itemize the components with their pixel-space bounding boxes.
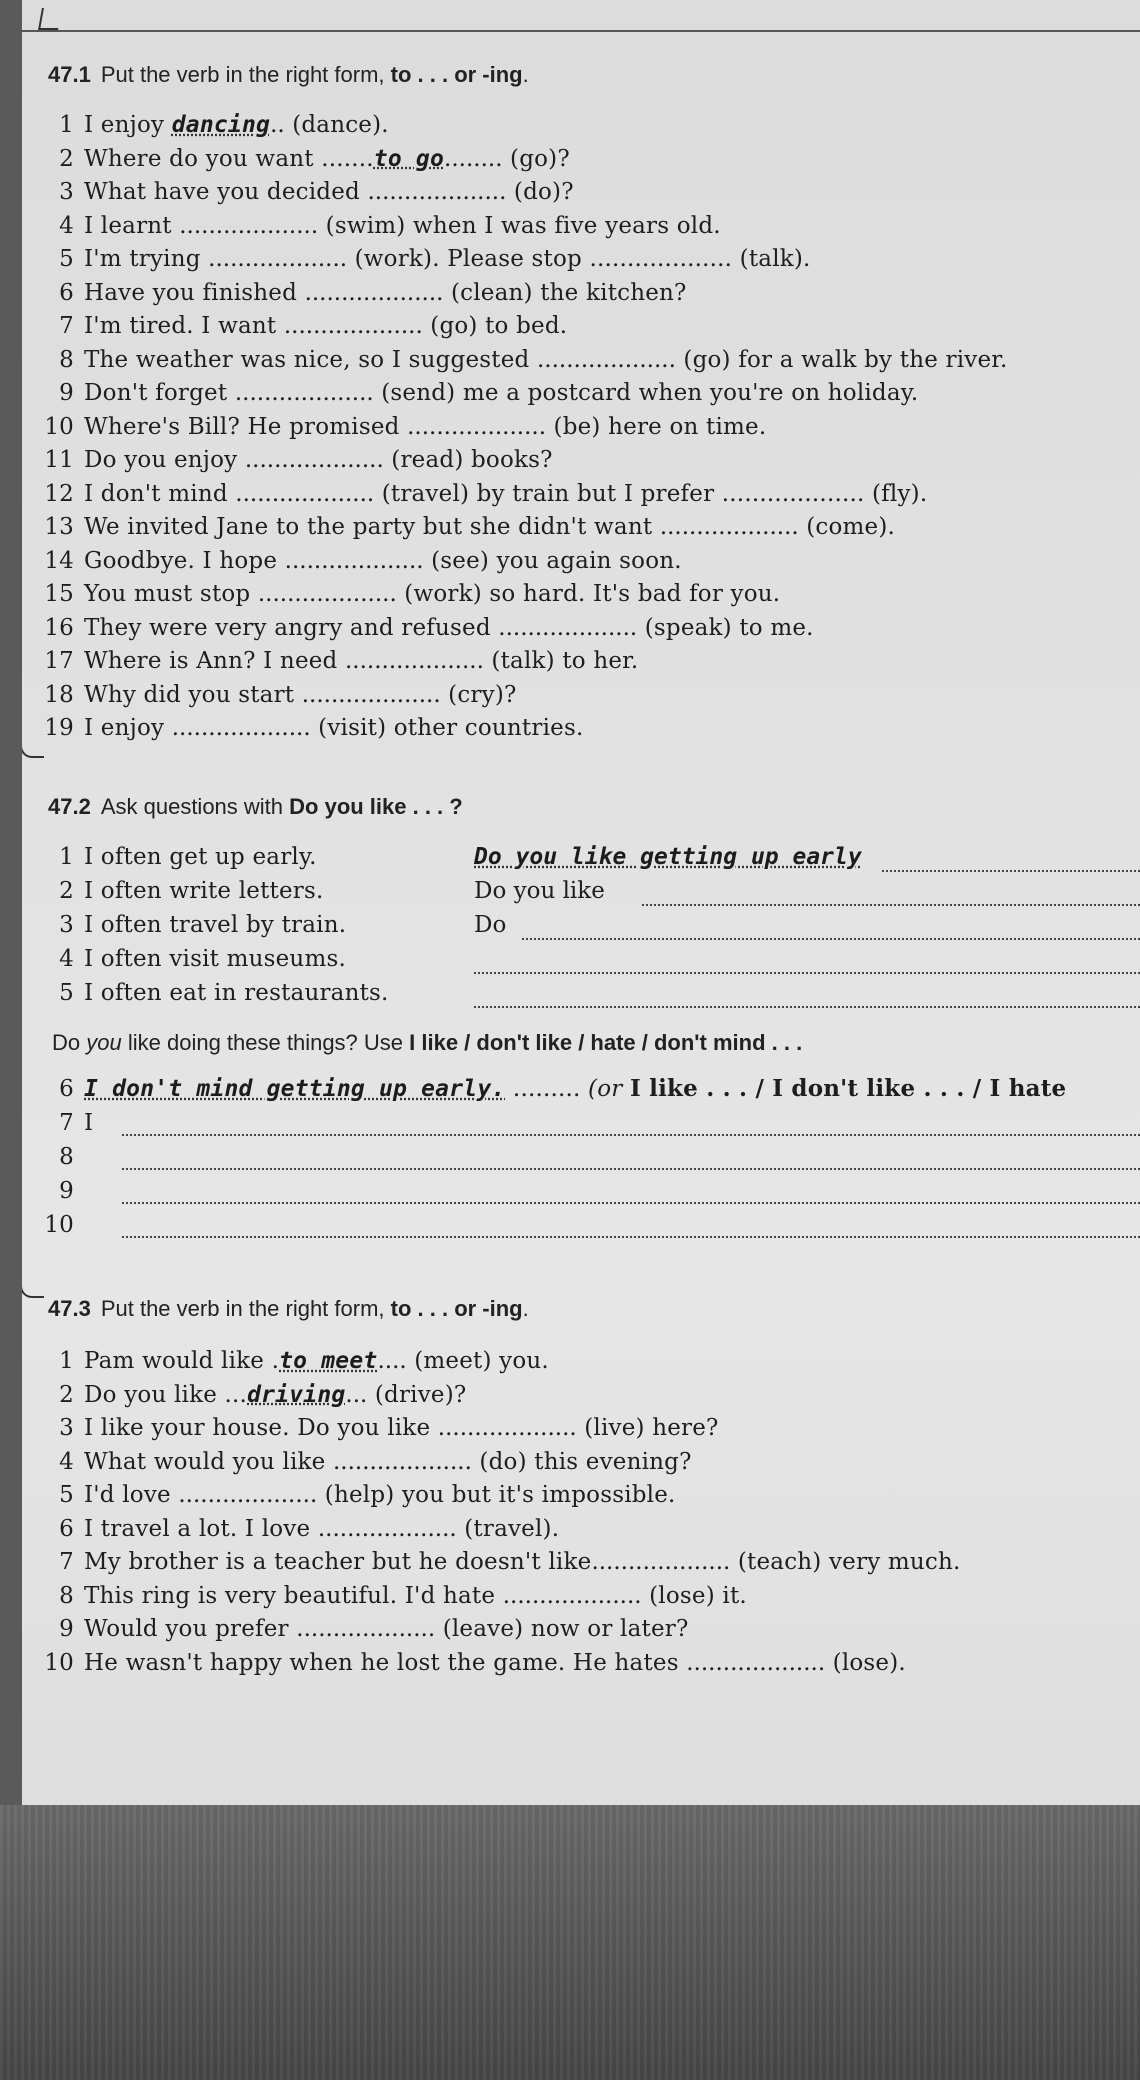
check-mark <box>22 722 44 758</box>
section-47-1-heading <box>48 62 529 88</box>
line-text: (work) so hard. It's bad for you. <box>396 581 781 607</box>
prompt-line <box>44 910 346 940</box>
line-text: I enjoy <box>84 112 172 138</box>
line-text: (travel). <box>456 1515 560 1542</box>
exercise-line <box>44 1346 549 1376</box>
exercise-line <box>44 1380 466 1410</box>
section-title-bold: to . . . or -ing <box>390 62 523 87</box>
section-number: 47.3 <box>48 1296 91 1321</box>
answer-blank: ................... <box>234 380 374 406</box>
line-text: Don't forget <box>84 380 235 406</box>
line-text: (lose). <box>825 1649 906 1676</box>
line-text: I often visit museums. <box>84 946 346 972</box>
line-number: 8 <box>59 1582 74 1609</box>
question-prefix: Do <box>474 912 507 938</box>
section-47-2-subheading <box>52 1030 802 1056</box>
answer-blank: ................... <box>171 715 311 741</box>
answer-blank: ................... <box>235 480 375 507</box>
line-number: 1 <box>59 112 74 138</box>
section-title: Ask questions with <box>100 794 290 819</box>
line-text: What would you like <box>84 1448 333 1475</box>
line-text: The weather was nice, so I suggested <box>84 346 537 373</box>
line-text: Where is Ann? I need <box>84 648 345 674</box>
page-edge <box>0 0 22 1810</box>
section-47-3-heading <box>48 1296 529 1322</box>
line-text: This ring is very beautiful. I'd hate <box>84 1582 503 1609</box>
section-title: Put the verb in the right form, <box>100 62 391 87</box>
line-text: (see) you again soon. <box>423 547 682 574</box>
line-text: (clean) the kitchen? <box>443 279 687 306</box>
exercise-line <box>44 546 682 576</box>
answer-blank: ................... <box>283 313 423 339</box>
answer-blank: ................... <box>659 514 799 540</box>
exercise-line <box>44 479 927 509</box>
line-text: I'm tired. I want <box>84 313 284 339</box>
line-number: 10 <box>44 1649 74 1676</box>
line-number: 19 <box>44 715 74 741</box>
answer-blank: ................... <box>686 1649 826 1676</box>
answer-blank: ................... <box>179 212 319 239</box>
subheading-text: like doing these things? Use <box>121 1030 410 1055</box>
answer-blank: ................... <box>301 681 441 708</box>
scan-shadow <box>0 1805 1140 2080</box>
answer-line <box>44 1176 84 1206</box>
exercise-line <box>44 680 517 710</box>
subheading-text: Do <box>52 1030 87 1055</box>
exercise-line <box>44 311 567 341</box>
exercise-line <box>44 1514 559 1544</box>
line-text: (do)? <box>506 179 574 205</box>
line-text: (live) here? <box>576 1415 719 1441</box>
answer-blank: ................... <box>284 547 424 574</box>
exercise-line <box>44 378 918 408</box>
answer-line <box>44 1142 84 1172</box>
line-text: (work). Please stop ................... (talk). <box>347 246 811 272</box>
line-number: 3 <box>59 179 74 205</box>
line-text: (teach) very much. <box>730 1549 961 1575</box>
answer-blank: ................... <box>407 413 547 440</box>
answer-blank: ................... <box>296 1616 436 1642</box>
section-title: Put the verb in the right form, <box>100 1296 391 1321</box>
line-text: What have you decided <box>84 179 368 205</box>
line-number: 7 <box>59 313 74 339</box>
answer-blank: ................... <box>437 1415 577 1441</box>
answer-line <box>44 1074 1066 1104</box>
line-number: 9 <box>59 1616 74 1642</box>
line-text: I'd love <box>84 1482 179 1508</box>
line-number: 5 <box>59 980 74 1006</box>
exercise-line <box>44 1648 906 1678</box>
line-number: 2 <box>59 145 74 172</box>
section-number: 47.2 <box>48 794 91 819</box>
exercise-line <box>44 1447 692 1477</box>
prompt-line <box>44 978 389 1008</box>
exercise-line <box>44 512 895 542</box>
answer-blank: ................... <box>367 179 507 205</box>
line-number: 4 <box>59 946 74 972</box>
section-title-bold: Do you like . . . ? <box>289 794 463 819</box>
line-text: (go) to bed. <box>422 313 568 339</box>
line-text: Pam would like . <box>84 1348 280 1374</box>
question-answer-line <box>474 878 605 904</box>
answer-blank: ................... <box>536 346 676 373</box>
line-number: 18 <box>44 681 74 708</box>
line-text: Where's Bill? He promised <box>84 413 408 440</box>
line-number: 8 <box>59 346 74 373</box>
answer-blank: ................... <box>317 1515 457 1542</box>
line-text: (help) you but it's impossible. <box>317 1482 676 1508</box>
line-number: 8 <box>59 1144 74 1170</box>
answer-blank: ......... <box>505 1076 589 1102</box>
answer-line <box>44 1108 93 1138</box>
subheading-italic: you <box>86 1030 122 1055</box>
answer-blank: .... <box>377 1348 407 1374</box>
line-text: (send) me a postcard when you're on holiday. <box>373 380 919 406</box>
alt-note: (or <box>588 1076 630 1102</box>
alt-options: I like . . . / I don't like . . . / I hate <box>629 1075 1067 1102</box>
line-text: (go) for a walk by the river. <box>675 346 1008 373</box>
line-number: 12 <box>44 480 74 507</box>
answer-blank: ................... <box>591 1549 731 1575</box>
line-number: 1 <box>59 844 74 870</box>
line-text: I often travel by train. <box>84 912 347 938</box>
line-text: (speak) to me. <box>637 614 814 641</box>
exercise-line <box>44 144 570 174</box>
exercise-line <box>44 1614 689 1644</box>
section-title-end: . <box>522 1296 529 1321</box>
exercise-line <box>44 646 638 676</box>
line-text: We invited Jane to the party but she didn't want <box>84 514 660 540</box>
handwritten-answer[interactable]: to go <box>373 145 445 172</box>
exercise-line <box>44 1480 676 1510</box>
top-rule <box>22 30 1140 32</box>
exercise-line <box>44 1547 961 1577</box>
check-mark <box>22 1262 44 1298</box>
exercise-line <box>44 211 721 241</box>
line-number: 7 <box>59 1549 74 1575</box>
answer-rule[interactable] <box>122 1236 1140 1238</box>
line-text: Where do you want ....... <box>84 145 374 172</box>
answer-blank: ................... <box>345 648 484 674</box>
line-text: My brother is a teacher but he doesn't like <box>84 1549 592 1575</box>
line-number: 10 <box>44 1212 74 1238</box>
section-47-2-heading <box>48 794 463 820</box>
line-number: 5 <box>59 1482 74 1508</box>
line-text: (be) here on time. <box>546 413 767 440</box>
line-number: 13 <box>44 514 74 540</box>
exercise-line <box>44 579 780 609</box>
line-number: 5 <box>59 246 74 272</box>
exercise-line <box>44 713 583 743</box>
answer-blank: .. <box>270 112 285 138</box>
line-text: (do) this evening? <box>471 1448 692 1475</box>
answer-blank: ... <box>345 1381 368 1408</box>
answer-rule[interactable] <box>474 972 1140 974</box>
line-text: (visit) other countries. <box>310 715 584 741</box>
line-text: Goodbye. I hope <box>84 547 285 574</box>
handwritten-answer[interactable]: to meet <box>279 1348 378 1374</box>
line-text: I don't mind <box>84 480 236 507</box>
exercise-line <box>44 278 687 308</box>
answer-blank: ................... <box>244 447 384 473</box>
line-text: I like your house. Do you like <box>84 1415 438 1441</box>
prompt-line <box>44 944 346 974</box>
line-text: He wasn't happy when he lost the game. He hates <box>84 1649 687 1676</box>
answer-blank: ................... <box>208 246 348 272</box>
answer-line <box>44 1210 84 1240</box>
handwritten-answer[interactable]: Do you like getting up early <box>474 844 862 870</box>
exercise-line <box>44 445 553 475</box>
line-text: I'm trying <box>84 246 209 272</box>
answer-rule[interactable] <box>642 904 1140 906</box>
line-number: 1 <box>59 1348 74 1374</box>
line-number: 9 <box>59 1178 74 1204</box>
exercise-line <box>44 1413 719 1443</box>
line-text: (swim) when I was five years old. <box>318 212 721 239</box>
answer-blank: ................... <box>333 1448 472 1475</box>
answer-blank: ................... <box>304 279 444 306</box>
line-text: (read) books? <box>383 447 553 473</box>
line-number: 15 <box>44 581 74 607</box>
line-text: (lose) it. <box>641 1582 747 1609</box>
line-number: 3 <box>59 912 74 938</box>
exercise-line <box>44 177 574 207</box>
prompt-line <box>44 842 317 872</box>
line-number: 6 <box>59 1515 74 1542</box>
line-text: (go)? <box>502 145 570 172</box>
handwritten-answer[interactable]: driving <box>247 1381 346 1408</box>
line-text: Have you finished <box>84 279 305 306</box>
line-text: (dance). <box>284 112 389 138</box>
line-number: 4 <box>59 1448 74 1475</box>
line-number: 16 <box>44 614 74 641</box>
line-number: 11 <box>44 447 74 473</box>
line-text: (drive)? <box>367 1381 467 1408</box>
answer-rule[interactable] <box>122 1202 1140 1204</box>
section-title-end: . <box>522 62 529 87</box>
line-number: 6 <box>59 1076 74 1102</box>
line-text: I often eat in restaurants. <box>84 980 389 1006</box>
exercise-line <box>44 1581 747 1611</box>
line-text: (talk) to her. <box>483 648 639 674</box>
exercise-line <box>44 412 766 442</box>
answer-rule[interactable] <box>122 1168 1140 1170</box>
line-text: (travel) by train but I prefer ................... (fly). <box>374 480 928 507</box>
handwritten-answer[interactable]: I don't mind getting up early. <box>84 1076 506 1102</box>
line-text: (leave) now or later? <box>435 1616 689 1642</box>
answer-rule[interactable] <box>882 870 1140 872</box>
line-text: (meet) you. <box>406 1348 549 1374</box>
line-number: 17 <box>44 648 74 674</box>
answer-blank: ................... <box>178 1482 318 1508</box>
pen-mark <box>38 8 62 30</box>
worksheet-page <box>22 0 1140 1810</box>
subheading-bold: I like / don't like / hate / don't mind . . . <box>409 1030 803 1055</box>
line-text: (cry)? <box>440 681 517 708</box>
line-number: 14 <box>44 547 74 574</box>
line-number: 2 <box>59 878 74 904</box>
line-text: I often get up early. <box>84 844 317 870</box>
handwritten-answer[interactable]: dancing <box>171 112 271 138</box>
line-text: I enjoy <box>84 715 172 741</box>
line-text: Would you prefer <box>84 1616 297 1642</box>
line-text: They were very angry and refused <box>84 614 499 641</box>
line-text: I often write letters. <box>84 878 324 904</box>
prompt-line <box>44 876 324 906</box>
question-answer-line <box>474 844 862 870</box>
line-number: 4 <box>59 212 74 239</box>
line-text: Why did you start <box>84 681 302 708</box>
line-text: (come). <box>798 514 896 540</box>
line-text: I travel a lot. I love <box>84 1515 318 1542</box>
answer-rule[interactable] <box>522 938 1140 940</box>
answer-blank: ........ <box>444 145 503 172</box>
answer-blank: ................... <box>502 1582 642 1609</box>
line-number: 9 <box>59 380 74 406</box>
line-number: 7 <box>59 1110 74 1136</box>
answer-blank: ................... <box>498 614 638 641</box>
line-text: You must stop <box>84 581 258 607</box>
line-text: Do you enjoy <box>84 447 245 473</box>
exercise-line <box>44 244 811 274</box>
question-prefix: Do you like <box>474 878 605 904</box>
question-answer-line <box>474 912 506 938</box>
exercise-line <box>44 613 814 643</box>
exercise-line <box>44 110 389 140</box>
line-number: 3 <box>59 1415 74 1441</box>
section-title-bold: to . . . or -ing <box>390 1296 523 1321</box>
line-number: 2 <box>59 1381 74 1408</box>
answer-blank: ................... <box>257 581 397 607</box>
line-text: I <box>84 1110 94 1136</box>
answer-rule[interactable] <box>122 1134 1140 1136</box>
line-number: 6 <box>59 279 74 306</box>
section-number: 47.1 <box>48 62 91 87</box>
line-text: Do you like ... <box>84 1381 248 1408</box>
exercise-line <box>44 345 1007 375</box>
line-number: 10 <box>44 413 74 440</box>
answer-rule[interactable] <box>474 1006 1140 1008</box>
line-text: I learnt <box>84 212 180 239</box>
